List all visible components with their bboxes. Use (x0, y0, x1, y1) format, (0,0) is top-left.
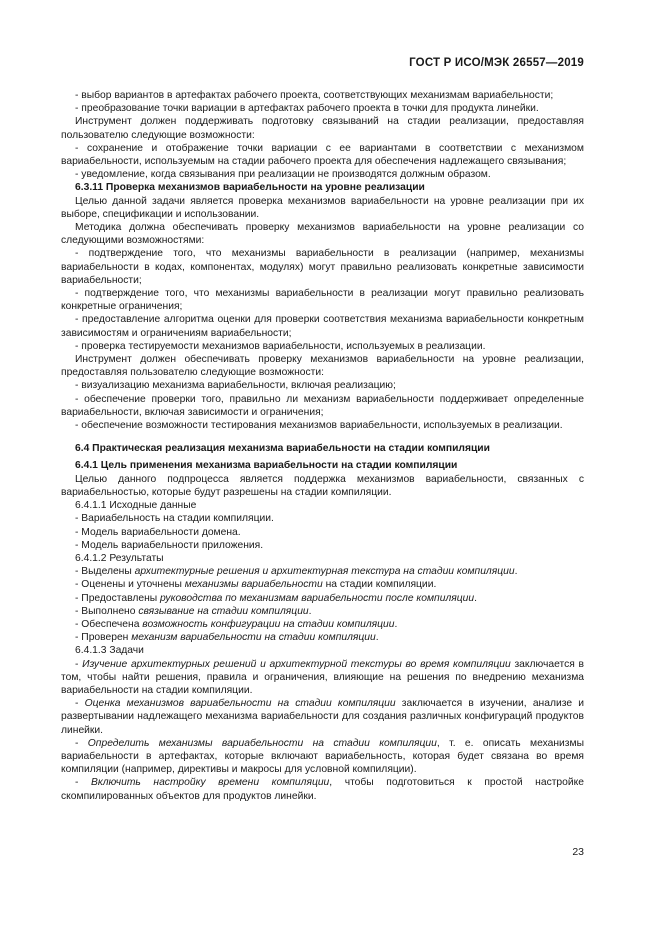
subsection-heading: 6.4.1.3 Задачи (75, 645, 144, 657)
section-heading-6-3-11: 6.3.11 Проверка механизмов вариабельности на уровне реализации (75, 182, 425, 194)
list-item: - обеспечение проверки того, правильно ли механизм вариабельности поддерживает определенные вариабельности, включая зависимости и ограничения; (61, 393, 584, 418)
paragraph: Целью данной задачи является проверка механизмов вариабельности на уровне реализации при их выборе, спецификации и использовании. (61, 195, 584, 220)
list-item: - Оценка механизмов вариабельности на стадии компиляции заключается в изучении, анализе и развертывании надлежащего механизма вариабельности для создания различных конфигураций продуктов линейки. (61, 698, 585, 736)
list-item: - Модель вариабельности домена. (75, 526, 241, 538)
list-item: - преобразование точки вариации в артефактах рабочего проекта в точки для продукта линейки. (75, 103, 539, 115)
list-item: - Модель вариабельности приложения. (75, 539, 264, 551)
list-item: - выбор вариантов в артефактах рабочего проекта, соответствующих механизмам вариабельности; (75, 90, 554, 101)
document-body (61, 89, 584, 803)
list-item: - Выполнено связывание на стадии компиляции. (75, 605, 312, 617)
list-item: - предоставление алгоритма оценки для проверки соответствия механизма вариабельности конкретным зависимостям и ограничениям вариабельности; (61, 314, 584, 339)
paragraph: Целью данного подпроцесса является поддержка механизмов вариабельности, связанных с вариабельностью, которые будут разрешены на стадии компиляции. (61, 473, 584, 498)
list-item: - Выделены архитектурные решения и архитектурная текстура на стадии компиляции. (75, 566, 518, 578)
list-item: - подтверждение того, что механизмы вариабельности в реализации могут правильно реализовать конкретные ограничения; (61, 288, 584, 313)
list-item: - Изучение архитектурных решений и архитектурной текстуры во время компиляции заключается в том, чтобы найти решения, правила и ограничения, влияющие на решения по внедрению механизма вариабельности на стадии компиляции. (61, 658, 584, 696)
paragraph: Методика должна обеспечивать проверку механизмов вариабельности на уровне реализации со следующими возможностями: (61, 222, 584, 247)
subsection-heading: 6.4.1.1 Исходные данные (75, 500, 197, 512)
list-item: - обеспечение возможности тестирования механизмов вариабельности, используемых в реализации. (75, 420, 563, 432)
list-item: - Включить настройку времени компиляции, чтобы подготовиться к простой настройке скомпилированных объектов для продуктов линейки. (61, 777, 584, 802)
document-header: ГОСТ Р ИСО/МЭК 26557—2019 (409, 57, 584, 69)
section-heading-6-4-1: 6.4.1 Цель применения механизма вариабельности на стадии компиляции (75, 460, 458, 472)
list-item: - уведомление, когда связывания при реализации не производятся должным образом. (75, 169, 491, 181)
list-item: - Определить механизмы вариабельности на стадии компиляции, т. е. описать механизмы вариабельности в артефактах, которые включают вариабельность, которая будет связана во время компиляции (например, директивы и макросы для условной компиляции). (61, 737, 584, 776)
list-item: - сохранение и отображение точки вариации с ее вариантами в соответствии с механизмом вариабельности, используемым на стадии рабочего проекта для обеспечения надлежащего связывания; (61, 142, 584, 168)
list-item: - Оценены и уточнены механизмы вариабельности на стадии компиляции. (75, 579, 437, 591)
page-number: 23 (572, 846, 584, 858)
section-heading-6-4: 6.4 Практическая реализация механизма вариабельности на стадии компиляции (75, 443, 490, 455)
paragraph: Инструмент должен обеспечивать проверку механизмов вариабельности на уровне реализации, предоставляя пользователю следующие возможности: (61, 354, 584, 379)
list-item: - Проверен механизм вариабельности на стадии компиляции. (75, 632, 379, 644)
paragraph: Инструмент должен поддерживать подготовку связываний на стадии реализации, предоставляя пользователю следующие возможности: (61, 116, 584, 141)
list-item: - Обеспечена возможность конфигурации на стадии компиляции. (75, 618, 398, 630)
list-item: - Предоставлены руководства по механизмам вариабельности после компиляции. (75, 592, 477, 604)
list-item: - визуализацию механизма вариабельности, включая реализацию; (75, 380, 396, 392)
list-item: - Вариабельность на стадии компиляции. (75, 513, 274, 525)
list-item: - подтверждение того, что механизмы вариабельности в реализации (например, механизмы вариабельности в кодах, компонентах, модулях) могут правильно реализовать конкретные зависимости вариабельности; (61, 248, 584, 286)
subsection-heading: 6.4.1.2 Результаты (75, 552, 164, 564)
list-item: - проверка тестируемости механизмов вариабельности, используемых в реализации. (75, 340, 486, 352)
